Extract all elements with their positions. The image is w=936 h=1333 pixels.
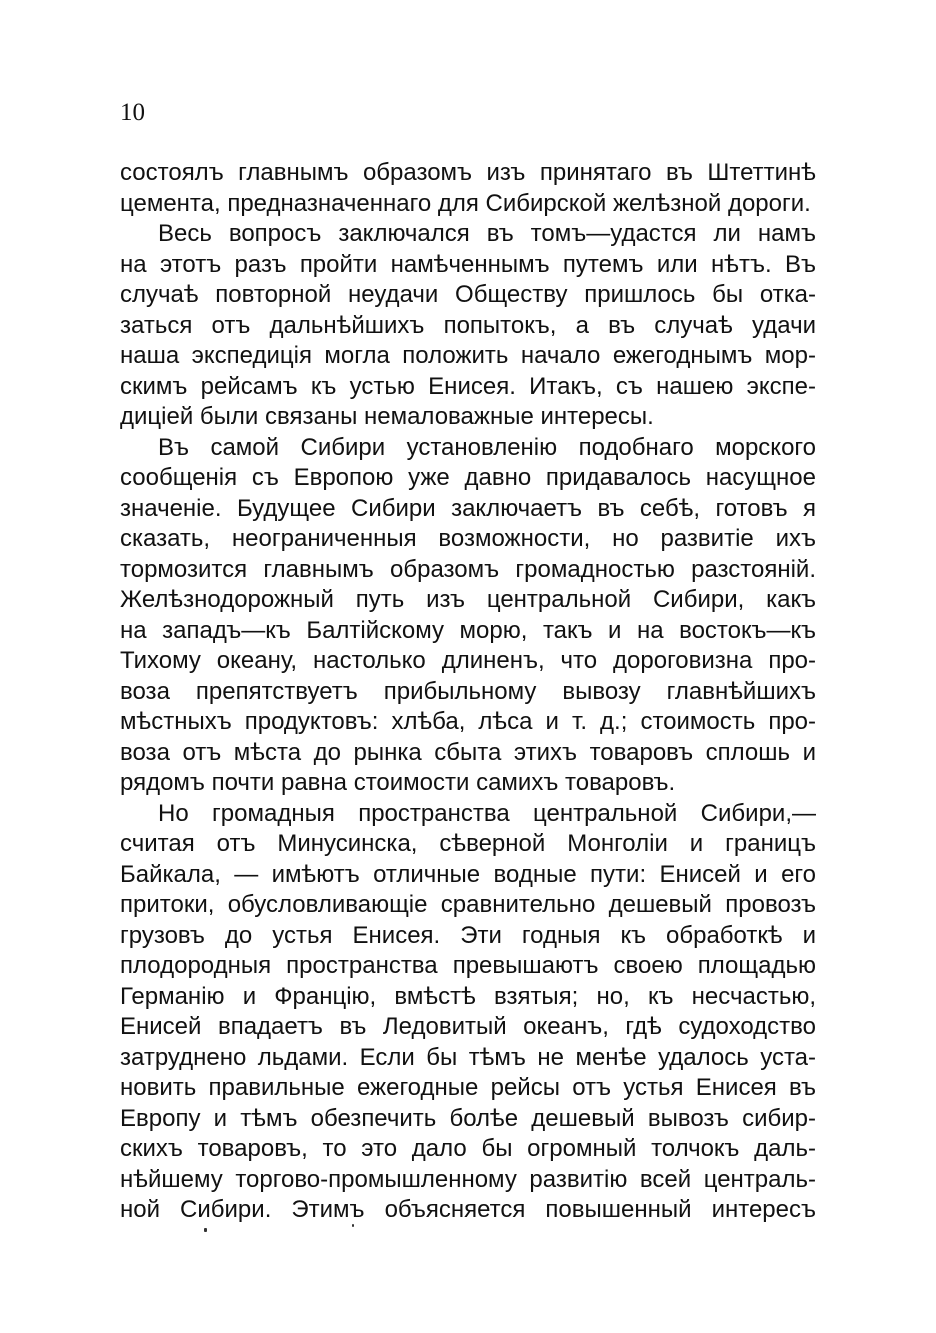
text-line: Енисей впадаетъ въ Ледовитый океанъ, гдѣ судоходство [120,1013,816,1040]
text-line: считая отъ Минусинска, сѣверной Монголіи и границъ [120,830,816,857]
text-line: Тихому океану, настолько длиненъ, что дороговизна про- [120,647,816,674]
text-line: скихъ товаровъ, то это дало бы огромный толчокъ даль- [120,1135,816,1162]
text-line: Байкала, — имѣютъ отличные водные пути: Енисей и его [120,860,816,888]
page-number: 10 [120,99,145,126]
text-line: Германію и Францію, вмѣстѣ взятыя; но, къ несчастью, [120,982,816,1010]
text-line: притоки, обусловливающіе сравнительно дешевый провозъ [120,891,816,918]
text-line: плодородныя пространства превышаютъ своею площадью [120,952,816,979]
paragraph-first-line: Въ самой Сибири установленію подобнаго морского [158,433,816,461]
text-line: рядомъ почти равна стоимости самихъ товаровъ. [120,769,676,796]
text-line: наша экспедиція могла положить начало ежегоднымъ мор- [120,342,816,369]
text-line: затруднено льдами. Если бы тѣмъ не менѣе удалось уста- [120,1043,816,1071]
text-line: сказать, неограниченныя возможности, но развитіе ихъ [120,525,816,552]
text-line: скимъ рейсамъ къ устью Енисея. Итакъ, съ нашею экспе- [120,372,816,400]
text-line: на этотъ разъ пройти намѣченнымъ путемъ или нѣтъ. Въ [120,250,816,278]
text-line: воза отъ мѣста до рынка сбыта этихъ товаровъ сплошь и [120,738,816,766]
text-line: ной Сибири. Этимъ объясняется повышенный интересъ [120,1196,816,1223]
paragraph-first-line: Весь вопросъ заключался въ томъ—удастся ли намъ [158,220,816,247]
body-text [120,158,816,1226]
text-line: диціей были связаны немаловажные интересы. [120,403,654,430]
scan-speck [352,1224,354,1227]
text-line: значеніе. Будущее Сибири заключаетъ въ себѣ, готовъ я [120,494,816,522]
text-line: сообщенія съ Европою уже давно придавалось насущное [120,464,816,491]
text-line: мѣстныхъ продуктовъ: хлѣба, лѣса и т. д.; стоимость про- [120,708,816,735]
text-line: нѣйшему торгово-промышленному развитію всей централь- [120,1165,816,1193]
scan-speck [204,1228,207,1232]
text-line: цемента, предназначеннаго для Сибирской желѣзной дороги. [120,189,811,217]
text-line: новить правильные ежегодные рейсы отъ устья Енисея въ [120,1074,816,1101]
text-line: Желѣзнодорожный путь изъ центральной Сибири, какъ [120,586,816,613]
text-line: случаѣ повторной неудачи Обществу пришлось бы отка- [120,281,816,308]
text-line: на западъ—къ Балтійскому морю, такъ и на востокъ—къ [120,616,816,644]
text-line: тормозится главнымъ образомъ громадностью разстояній. [120,555,816,583]
text-line: состоялъ главнымъ образомъ изъ принятаго въ Штеттинѣ [120,159,816,186]
text-line: заться отъ дальнѣйшихъ попытокъ, а въ случаѣ удачи [120,311,816,339]
text-line: Европу и тѣмъ обезпечить болѣе дешевый вывозъ сибир- [120,1104,816,1132]
paragraph-first-line: Но громадныя пространства центральной Сибири,— [158,799,816,827]
text-line: грузовъ до устья Енисея. Эти годныя къ обработкѣ и [120,921,816,949]
text-line: воза препятствуетъ прибыльному вывозу главнѣйшихъ [120,677,816,705]
